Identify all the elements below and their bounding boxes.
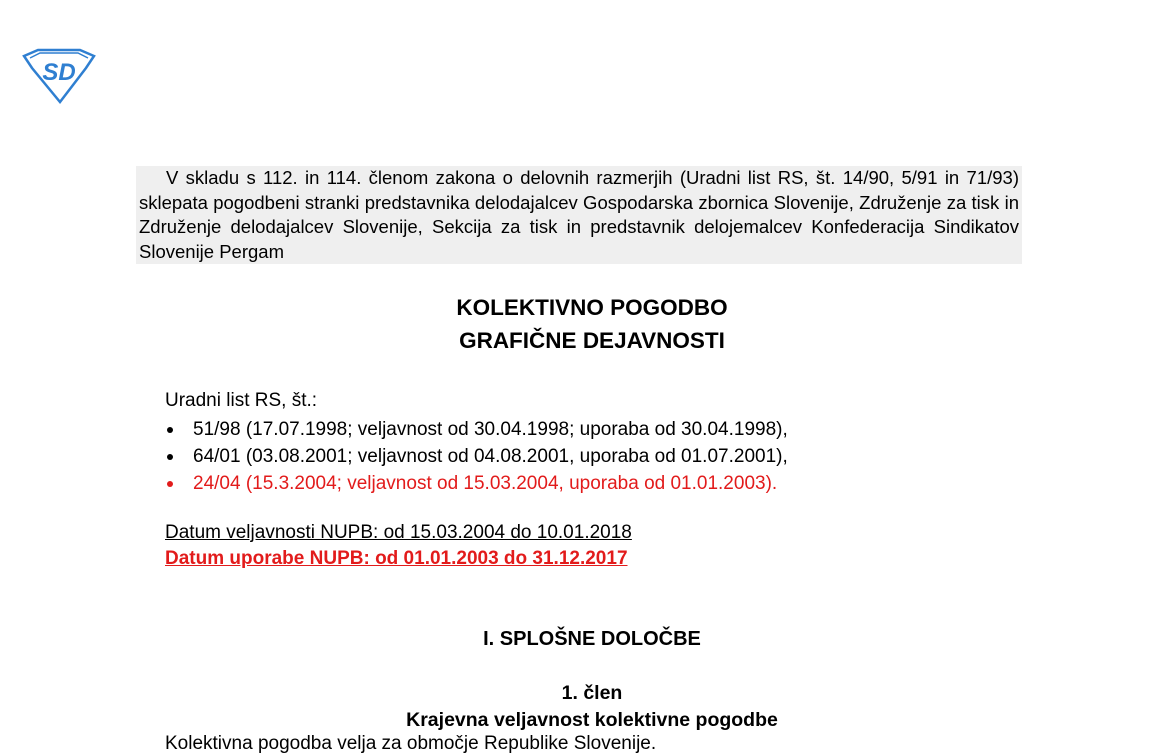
article-title: Krajevna veljavnost kolektivne pogodbe (406, 709, 778, 731)
bullet-icon (167, 454, 173, 460)
bullet-icon (167, 427, 173, 433)
preamble-paragraph: V skladu s 112. in 114. členom zakona o delovnih razmerjih (Uradni list RS, št. 14/90, 5/91 in 71/93) sklepata pogodbeni stranki predstavnika delodajalcev Gospodarska zbornica Slovenije, Združenje za tisk in Združenje delodajalcev Slovenije, Sekcija za tisk in predstavnik delojemalcev Konfederacija Sindikatov Slovenije Pergam (136, 166, 1022, 264)
publication-text: 51/98 (17.07.1998; veljavnost od 30.04.1998; uporaba od 30.04.1998), (193, 419, 788, 440)
publication-text: 64/01 (03.08.2001; veljavnost od 04.08.2001, uporaba od 01.07.2001), (193, 446, 788, 467)
section-heading: I. SPLOŠNE DOLOČBE (483, 628, 701, 650)
document-title-line-2: GRAFIČNE DEJAVNOSTI (459, 328, 725, 353)
publication-item-current (165, 470, 788, 497)
bullet-icon (167, 481, 173, 487)
logo-letters: SD (42, 59, 76, 86)
gazette-label: Uradni list RS, št.: (165, 390, 318, 411)
publication-item (165, 416, 788, 443)
publication-list (165, 416, 788, 497)
document-title-line-1: KOLEKTIVNO POGODBO (456, 295, 728, 320)
publication-item (165, 443, 788, 470)
validity-date: Datum veljavnosti NUPB: od 15.03.2004 do 10.01.2018 (165, 522, 632, 543)
article-text: Kolektivna pogodba velja za območje Republike Slovenije. (165, 733, 657, 754)
usage-date: Datum uporabe NUPB: od 01.01.2003 do 31.12.2017 (165, 548, 628, 569)
publication-text: 24/04 (15.3.2004; veljavnost od 15.03.2004, uporaba od 01.01.2003). (193, 473, 778, 494)
article-number: 1. člen (561, 682, 623, 704)
sd-shield-logo-icon (22, 48, 96, 104)
